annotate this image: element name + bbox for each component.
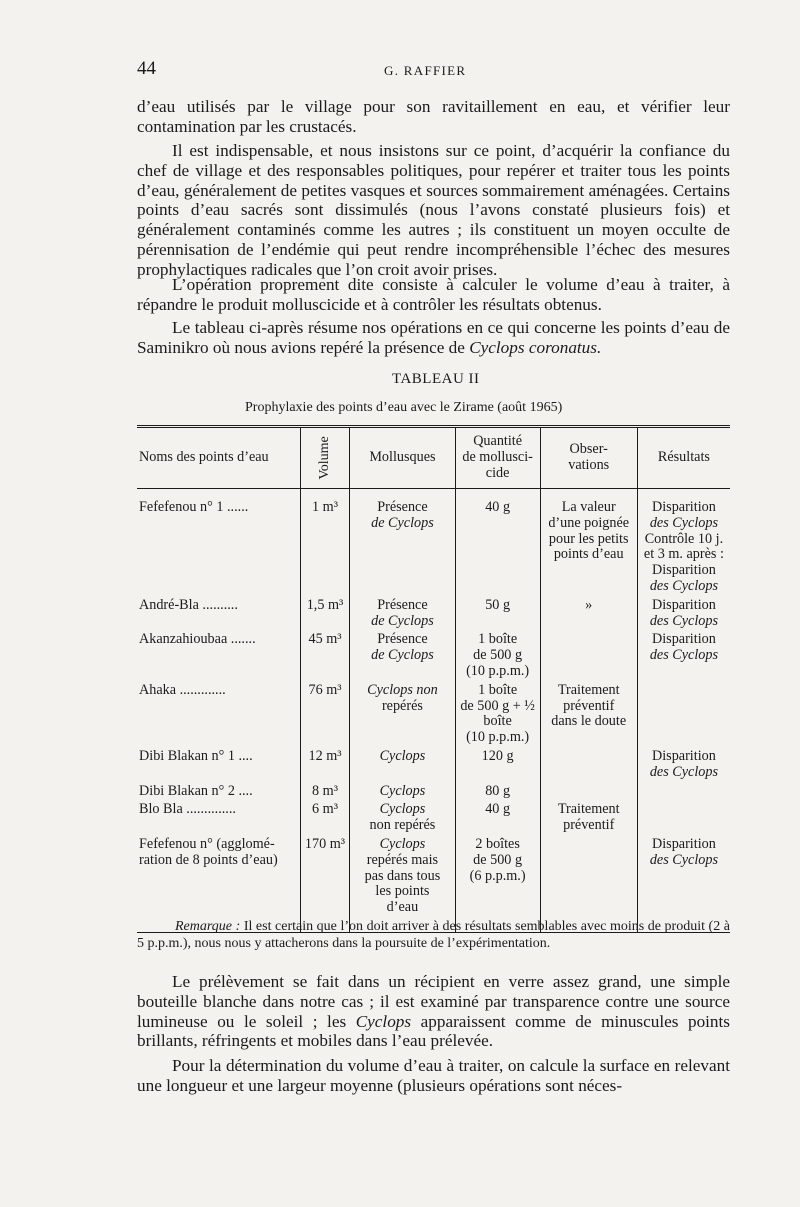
table-label: TABLEAU II bbox=[392, 371, 480, 387]
running-header-author: G. RAFFIER bbox=[384, 63, 467, 78]
table-row: Dibi Blakan n° 1 .... 12 m³ Cyclops 120 g Disparition des Cyclops bbox=[137, 748, 730, 783]
header-name: Noms des points d’eau bbox=[137, 428, 300, 489]
species-name: Cyclops coronatus. bbox=[469, 337, 602, 357]
paragraph-sampling: Le prélèvement se fait dans un récipient en verre assez grand, une simple bouteille blanche dans notre cas ; il est examiné par transparence contre une source lumineuse ou le soleil ; les Cyclops apparaissent comme de minuscules points brillants, réfringents et mobiles dans l’eau prélevée. bbox=[137, 972, 730, 1051]
paragraph-operation: L’opération proprement dite consiste à calculer le volume d’eau à traiter, à répandre le produit molluscicide et à contrôler les résultats obtenus. bbox=[137, 275, 730, 314]
table-row: Ahaka ............. 76 m³ Cyclops non repérés 1 boîte de 500 g + ½ boîte (10 p.p.m.) Traitement préventif dans le doute bbox=[137, 682, 730, 748]
header-observations: Obser- vations bbox=[540, 428, 637, 489]
header-quantity: Quantité de mollusci- cide bbox=[455, 428, 540, 489]
remark-label: Remarque : bbox=[175, 919, 241, 934]
paragraph-confidence: Il est indispensable, et nous insistons sur ce point, d’acquérir la confiance du chef de village et des responsables politiques, pour repérer et traiter tous les points d’eau, généralement de petites vasques et sources sommairement aménagées. Certains points d’eau sacrés sont dissimulés (nous l’avons constaté plusieurs fois) et généralement contaminés comme les autres ; ils constituent un moyen occulte de pérennisation de l’endémie qui peut rendre incompréhensible l’échec des mesures prophylactiques radicales que l’on croit avoir prises. bbox=[137, 141, 730, 279]
species-name-2: Cyclops bbox=[355, 1011, 412, 1031]
prophylaxis-table bbox=[137, 425, 730, 933]
header-volume: Volume bbox=[300, 428, 349, 489]
remark-text: Il est certain que l’on doit arriver à des résultats semblables avec moins de produit (2 à 5 p.p.m.), nous nous y attacherons dans la poursuite de l’expérimentation. bbox=[137, 919, 730, 951]
table-row: Dibi Blakan n° 2 .... 8 m³ Cyclops 80 g bbox=[137, 783, 730, 802]
paragraph-table-intro-text: Le tableau ci-après résume nos opérations en ce qui concerne les points d’eau de Saminikro où nous avions repéré la présence de bbox=[137, 318, 730, 357]
header-molluscs: Mollusques bbox=[350, 428, 455, 489]
table-row: Akanzahioubaa ....... 45 m³ Présence de Cyclops 1 boîte de 500 g (10 p.p.m.) Disparition des Cyclops bbox=[137, 631, 730, 681]
paragraph-volume: Pour la détermination du volume d’eau à traiter, on calcule la surface en relevant une longueur et une largeur moyenne (plusieurs opérations sont néces- bbox=[137, 1056, 730, 1095]
header-results: Résultats bbox=[637, 428, 730, 489]
paragraph-intro: d’eau utilisés par le village pour son ravitaillement en eau, et vérifier leur contamination par les crustacés. bbox=[137, 97, 730, 136]
page-number: 44 bbox=[137, 58, 156, 79]
table-row: Blo Bla .............. 6 m³ Cyclops non repérés 40 g Traitement préventif bbox=[137, 801, 730, 836]
table-row: André-Bla .......... 1,5 m³ Présence de Cyclops 50 g » Disparition des Cyclops bbox=[137, 597, 730, 632]
table-row: Fefefenou n° (agglomé- ration de 8 points d’eau) 170 m³ Cyclops repérés mais pas dans tous les points d’eau 2 boîtes de 500 g (6 p.p.m.) Disparition des Cyclops bbox=[137, 836, 730, 932]
table-remark bbox=[137, 918, 730, 952]
table-row: Fefefenou n° 1 ...... 1 m³ Présence de Cyclops 40 g La valeur d’une poignée pour les petits points d’eau Disparition des Cyclops Contrôle 10 j. et 3 m. après : Disparition des Cyclops bbox=[137, 499, 730, 597]
table-caption: Prophylaxie des points d’eau avec le Zirame (août 1965) bbox=[245, 400, 563, 415]
paragraph-table-intro bbox=[137, 318, 730, 358]
